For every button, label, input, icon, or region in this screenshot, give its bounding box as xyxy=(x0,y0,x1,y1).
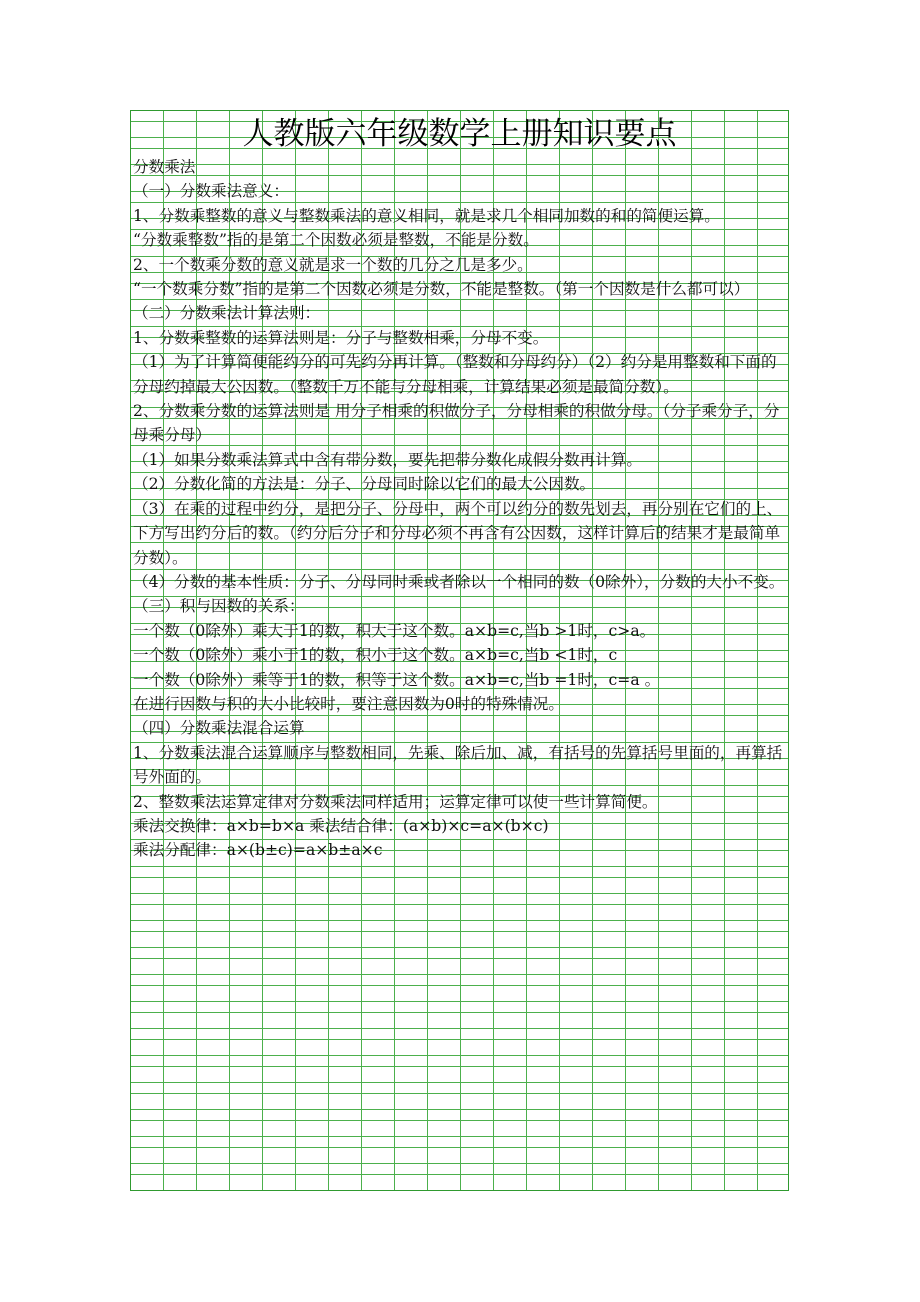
text-line: 一个数（0除外）乘大于1的数，积大于这个数。a×b=c,当b >1时，c>a。 xyxy=(133,621,656,640)
subsection-heading: （四）分数乘法混合运算 xyxy=(133,719,305,738)
text-line: “一个数乘分数”指的是第二个因数必须是分数，不能是整数。（第一个因数是什么都可以） xyxy=(133,280,750,299)
text-line: 2、整数乘法运算定律对分数乘法同样适用；运算定律可以使一些计算简便。 xyxy=(133,792,658,811)
text-line: （1）为了计算简便能约分的可先约分再计算。（整数和分母约分）（2）约分是用整数和下面的分母约掉最大公因数。（整数千万不能与分母相乘，计算结果必须是最简分数）。 xyxy=(133,353,777,396)
subsection-heading: （一）分数乘法意义： xyxy=(133,182,289,201)
text-line: 2、分数乘分数的运算法则是 用分子相乘的积做分子，分母相乘的积做分母。（分子乘分子，分母乘分母） xyxy=(133,402,780,445)
text-line: 1、分数乘整数的意义与整数乘法的意义相同，就是求几个相同加数的和的简便运算。 xyxy=(133,206,720,225)
text-line: 2、一个数乘分数的意义就是求一个数的几分之几是多少。 xyxy=(133,255,533,274)
text-line: （2）分数化简的方法是：分子、分母同时除以它们的最大公因数。 xyxy=(133,475,596,494)
text-line: （1）如果分数乘法算式中含有带分数，要先把带分数化成假分数再计算。 xyxy=(133,450,642,469)
text-line: 乘法交换律：a×b=b×a 乘法结合律：(a×b)×c=a×(b×c) xyxy=(133,816,549,835)
text-line: （4）分数的基本性质：分子、分母同时乘或者除以一个相同的数（0除外），分数的大小不变。 xyxy=(133,572,785,591)
text-line: “分数乘整数”指的是第二个因数必须是整数，不能是分数。 xyxy=(133,231,539,250)
text-line: 在进行因数与积的大小比较时，要注意因数为0时的特殊情况。 xyxy=(133,694,564,713)
text-line: 1、分数乘法混合运算顺序与整数相同，先乘、除后加、减，有括号的先算括号里面的，再算括号外面的。 xyxy=(133,743,783,787)
section-heading: 分数乘法 xyxy=(133,158,196,176)
text-line: 乘法分配律：a×(b±c)=a×b±a×c xyxy=(133,841,383,860)
document-body xyxy=(133,155,788,863)
text-line: 一个数（0除外）乘小于1的数，积小于这个数。a×b=c,当b <1时，c xyxy=(133,646,618,665)
grid-paper xyxy=(130,110,789,1191)
text-line: 一个数（0除外）乘等于1的数，积等于这个数。a×b=c,当b =1时，c=a 。 xyxy=(133,670,661,689)
subsection-heading: （二）分数乘法计算法则： xyxy=(133,304,321,323)
text-line: 1、分数乘整数的运算法则是：分子与整数相乘，分母不变。 xyxy=(133,328,549,347)
document-title: 人教版六年级数学上册知识要点 xyxy=(242,116,677,152)
subsection-heading: （三）积与因数的关系： xyxy=(133,597,305,616)
text-line: （3）在乘的过程中约分，是把分子、分母中，两个可以约分的数先划去，再分别在它们的上、下方写出约分后的数。（约分后分子和分母必须不再含有公因数，这样计算后的结果才是最简单分数）。 xyxy=(133,499,783,567)
